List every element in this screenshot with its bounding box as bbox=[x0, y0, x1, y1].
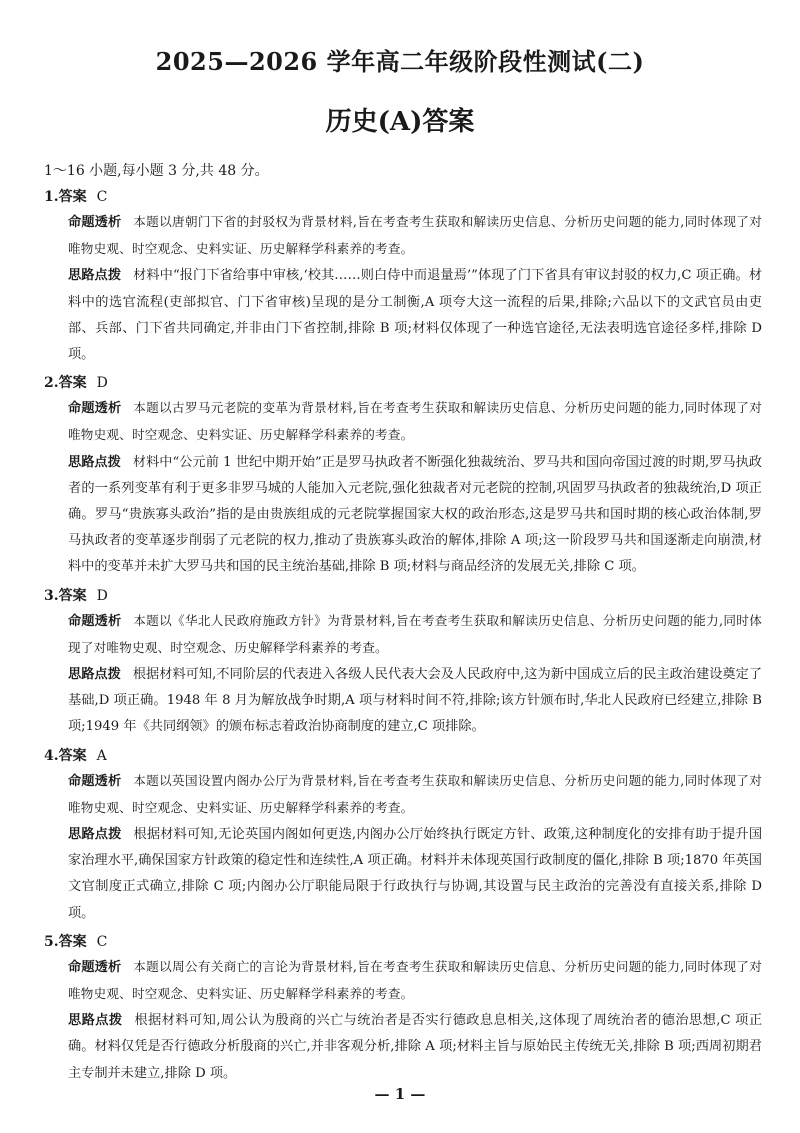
hint-paragraph bbox=[38, 1008, 762, 1087]
hint-paragraph bbox=[38, 263, 762, 368]
question-number: 5. bbox=[44, 933, 59, 950]
hint-text: 根据材料可知,不同阶层的代表进入各级人民代表大会及人民政府中,这为新中国成立后的民主政治建设奠定了基础,D 项正确。1948 年 8 月为解放战争时期,A 项与材料时间不符,排除;该方针颁布时,华北人民政府已经建立,排除 B 项;1949 年《共同纲领》的颁布标志着政治协商制度的建立,C 项排除。 bbox=[68, 667, 763, 735]
answer-letter: A bbox=[96, 747, 107, 764]
question-number: 2. bbox=[44, 375, 59, 392]
analysis-text: 本题以《华北人民政府施政方针》为背景材料,旨在考查考生获取和解读历史信息、分析历史问题的能力,同时体现了对唯物史观、时空观念、历史解释学科素养的考查。 bbox=[68, 612, 762, 655]
hint-text: 材料中“报门下省给事中审核,‘校其……则白侍中而退量焉’”体现了门下省具有审议封驳的权力,C 项正确。材料中的选官流程(吏部拟官、门下省审核)呈现的是分工制衡,A 项夸大这一流程的后果,排除;六品以下的文武官员由吏部、兵部、门下省共同确定,并非由门下省控制,排除 B 项;材料仅体现了一种选官途径,无法表明选官途径多样,排除 D 项。 bbox=[68, 268, 763, 363]
scoring-intro: 1～16 小题,每小题 3 分,共 48 分。 bbox=[44, 163, 269, 179]
answer-label: 答案 bbox=[58, 189, 87, 205]
question-block bbox=[38, 371, 762, 580]
hint-label: 思路点拨 bbox=[68, 1013, 123, 1029]
analysis-label: 命题透析 bbox=[68, 215, 122, 230]
answer-letter: C bbox=[96, 189, 108, 205]
analysis-paragraph bbox=[38, 954, 762, 1008]
question-block bbox=[38, 930, 762, 1087]
analysis-text: 本题以古罗马元老院的变革为背景材料,旨在考查考生获取和解读历史信息、分析历史问题的能力,同时体现了对唯物史观、时空观念、史料实证、历史解释学科素养的考查。 bbox=[68, 400, 762, 443]
question-number: 3. bbox=[44, 587, 59, 604]
exam-title: 2025—2026 学年高二年级阶段性测试(二) bbox=[155, 47, 645, 76]
answer-letter: C bbox=[96, 933, 108, 950]
hint-label: 思路点拨 bbox=[68, 268, 122, 284]
analysis-text: 本题以唐朝门下省的封驳权为背景材料,旨在考查考生获取和解读历史信息、分析历史问题的能力,同时体现了对唯物史观、时空观念、史料实证、历史解释学科素养的考查。 bbox=[68, 214, 762, 257]
hint-label: 思路点拨 bbox=[68, 667, 121, 683]
hint-label: 思路点拨 bbox=[68, 454, 121, 470]
question-answer-line bbox=[38, 744, 762, 768]
page-number: — 1 — bbox=[374, 1085, 426, 1103]
answer-label: 答案 bbox=[58, 587, 87, 604]
answer-label: 答案 bbox=[58, 375, 87, 392]
question-block bbox=[38, 584, 762, 741]
analysis-label: 命题透析 bbox=[68, 613, 122, 629]
subject-title: 历史(A)答案 bbox=[325, 107, 475, 137]
hint-text: 根据材料可知,无论英国内阁如何更迭,内阁办公厅始终执行既定方针、政策,这种制度化的安排有助于提升国家治理水平,确保国家方针政策的稳定性和连续性,A 项正确。材料并未体现英国行政制度的僵化,排除 B 项;1870 年英国文官制度正式确立,排除 C 项;内阁办公厅职能局限于行政执行与协调,其设置与民主政治的完善没有直接关系,排除 D 项。 bbox=[68, 827, 763, 921]
question-answer-line bbox=[38, 930, 762, 954]
analysis-label: 命题透析 bbox=[68, 959, 122, 975]
answer-letter: D bbox=[96, 587, 108, 604]
analysis-paragraph bbox=[38, 395, 762, 449]
question-answer-line bbox=[38, 185, 762, 209]
question-number: 4. bbox=[44, 747, 59, 764]
hint-paragraph bbox=[38, 450, 762, 581]
hint-text: 材料中“公元前 1 世纪中期开始”正是罗马执政者不断强化独裁统治、罗马共和国向帝国过渡的时期,罗马执政者的一系列变革有利于更多非罗马城的人能加入元老院,强化独裁者对元老院的控制,巩固罗马执政者的独裁统治,D 项正确。罗马“贵族寡头政治”指的是由贵族组成的元老院掌握国家大权的政治形态,这是罗马共和国时期的核心政治体制,罗马执政者的变革逐步削弱了元老院的权力,推动了贵族寡头政治的解体,排除 A 项;这一阶段罗马共和国逐渐走向崩溃,材料中的变革并未扩大罗马共和国的民主统治基础,排除 B 项;材料与商品经济的发展无关,排除 C 项。 bbox=[68, 454, 762, 575]
question-block bbox=[38, 185, 762, 368]
hint-label: 思路点拨 bbox=[68, 827, 122, 843]
analysis-paragraph bbox=[38, 209, 762, 263]
analysis-paragraph bbox=[38, 768, 762, 822]
analysis-text: 本题以英国设置内阁办公厅为背景材料,旨在考查考生获取和解读历史信息、分析历史问题的能力,同时体现了对唯物史观、时空观念、史料实证、历史解释学科素养的考查。 bbox=[68, 772, 762, 815]
hint-paragraph bbox=[38, 662, 762, 741]
question-list bbox=[38, 185, 762, 1087]
hint-text: 根据材料可知,周公认为殷商的兴亡与统治者是否实行德政息息相关,这体现了周统治者的德治思想,C 项正确。材料仅凭是否行德政分析殷商的兴亡,并非客观分析,排除 A 项;材料主旨与原始民主传统无关,排除 B 项;西周初期君主专制并未建立,排除 D 项。 bbox=[68, 1013, 763, 1081]
answer-letter: D bbox=[96, 375, 108, 392]
hint-paragraph bbox=[38, 822, 762, 927]
question-answer-line bbox=[38, 371, 762, 395]
question-block bbox=[38, 744, 762, 927]
answer-label: 答案 bbox=[58, 933, 87, 950]
analysis-label: 命题透析 bbox=[68, 401, 122, 417]
analysis-label: 命题透析 bbox=[68, 773, 122, 789]
question-number: 1. bbox=[44, 189, 59, 205]
analysis-paragraph bbox=[38, 608, 762, 662]
question-answer-line bbox=[38, 584, 762, 608]
analysis-text: 本题以周公有关商亡的言论为背景材料,旨在考查考生获取和解读历史信息、分析历史问题的能力,同时体现了对唯物史观、时空观念、史料实证、历史解释学科素养的考查。 bbox=[68, 958, 762, 1002]
answer-label: 答案 bbox=[58, 747, 87, 764]
